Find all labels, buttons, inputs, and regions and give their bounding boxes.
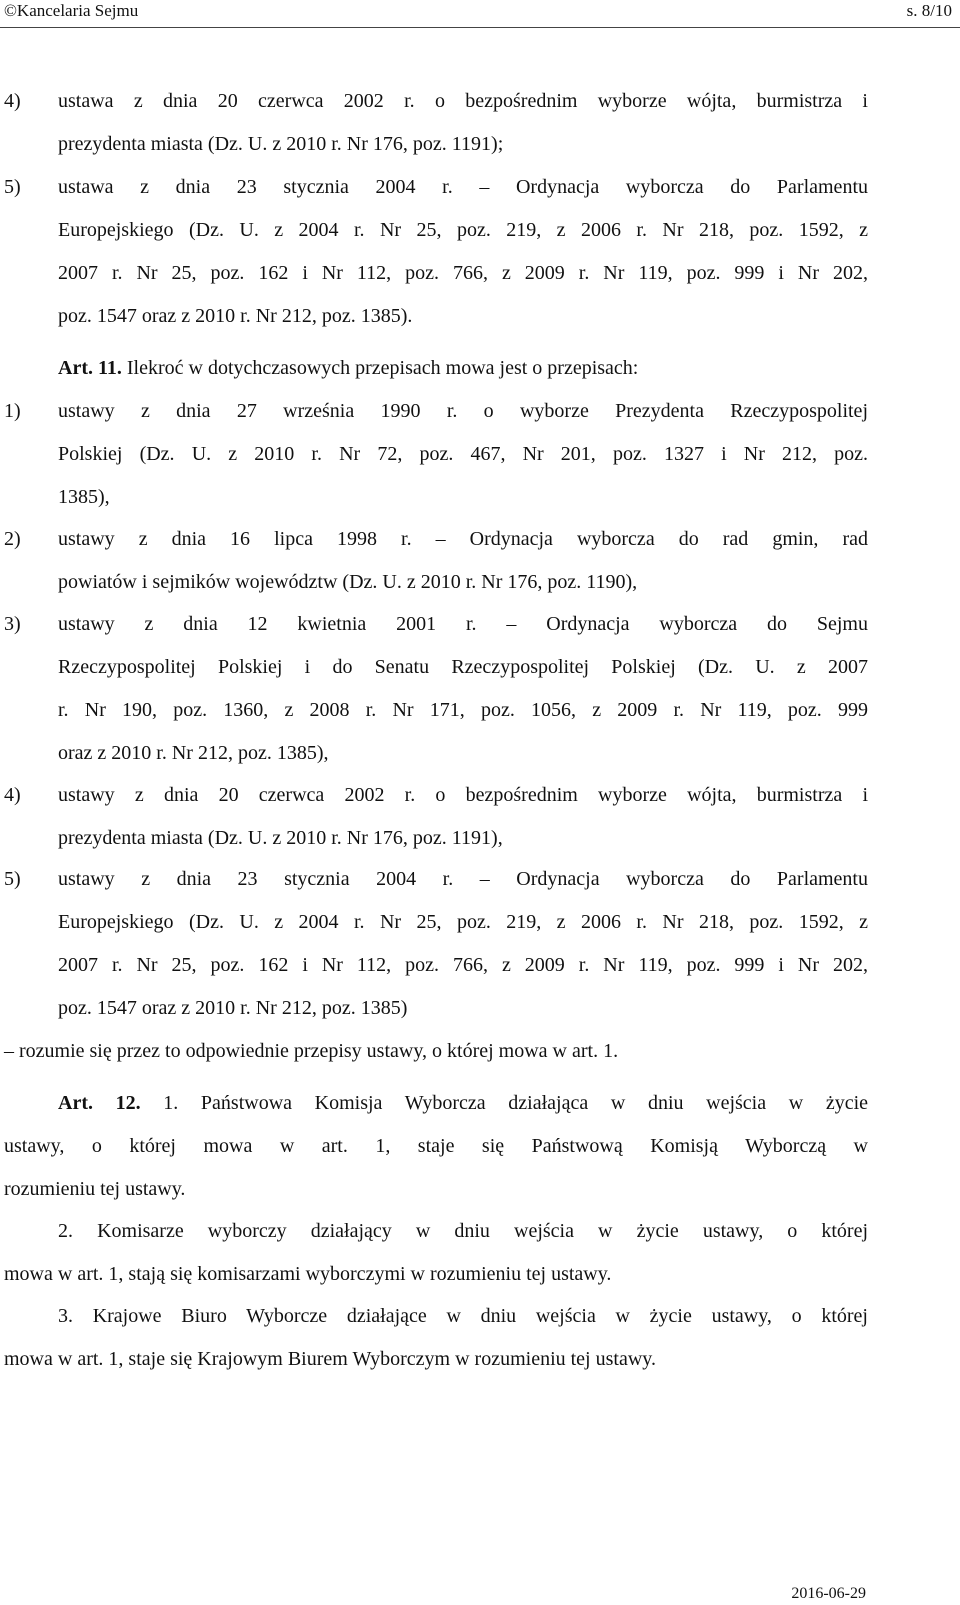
list-text: 1385), xyxy=(58,486,110,508)
page-number: s. 8/10 xyxy=(906,1,952,20)
list-text: ustawy z dnia 23 stycznia 2004 r. – Ordynacja wyborcza do Parlamentu xyxy=(58,868,868,890)
article-12-heading xyxy=(0,1090,960,1116)
list-item-cont xyxy=(0,131,960,157)
closing-text: – rozumie się przez to odpowiednie przepisy ustawy, o której mowa w art. 1. xyxy=(4,1040,619,1062)
list-text: ustawa z dnia 20 czerwca 2002 r. o bezpośrednim wyborze wójta, burmistrza i xyxy=(58,90,868,112)
paragraph-text: mowa w art. 1, staje się Krajowym Biurem Wyborczym w rozumieniu tej ustawy. xyxy=(4,1348,656,1370)
list-number: 1) xyxy=(4,400,21,422)
list-item xyxy=(0,526,960,552)
article-label: Art. 12. xyxy=(58,1092,141,1114)
list-text: 2007 r. Nr 25, poz. 162 i Nr 112, poz. 766, z 2009 r. Nr 119, poz. 999 i Nr 202, xyxy=(58,262,868,284)
paragraph-line xyxy=(0,1133,960,1159)
list-text: oraz z 2010 r. Nr 212, poz. 1385), xyxy=(58,742,329,764)
list-number: 5) xyxy=(4,868,21,890)
list-item-cont xyxy=(0,260,960,286)
header-copyright: ©Kancelaria Sejmu xyxy=(4,1,139,20)
list-number: 4) xyxy=(4,90,21,112)
article-label: Art. 11. xyxy=(58,357,122,379)
article-11-heading xyxy=(0,355,960,381)
list-item xyxy=(0,398,960,424)
paragraph-text: ustawy, o której mowa w art. 1, staje się Państwową Komisją Wyborczą w xyxy=(4,1135,868,1157)
list-text: poz. 1547 oraz z 2010 r. Nr 212, poz. 1385) xyxy=(58,997,408,1019)
paragraph-text: mowa w art. 1, stają się komisarzami wyborczymi w rozumieniu tej ustawy. xyxy=(4,1263,612,1285)
list-text: Polskiej (Dz. U. z 2010 r. Nr 72, poz. 467, Nr 201, poz. 1327 i Nr 212, poz. xyxy=(58,443,868,465)
list-item-cont xyxy=(0,303,960,329)
article-intro: Ilekroć w dotychczasowych przepisach mowa jest o przepisach: xyxy=(126,357,639,379)
list-item-cont xyxy=(0,825,960,851)
paragraph-text: Państwowa Komisja Wyborcza działająca w dniu wejścia w życie xyxy=(200,1092,869,1114)
list-text: Rzeczypospolitej Polskiej i do Senatu Rzeczypospolitej Polskiej (Dz. U. z 2007 xyxy=(58,656,868,678)
footer-date: 2016-06-29 xyxy=(791,1585,866,1602)
list-number: 3) xyxy=(4,613,21,635)
paragraph-number: 1. xyxy=(163,1092,179,1114)
list-text: prezydenta miasta (Dz. U. z 2010 r. Nr 176, poz. 1191), xyxy=(58,827,503,849)
list-number: 4) xyxy=(4,784,21,806)
list-item xyxy=(0,611,960,637)
list-item xyxy=(0,174,960,200)
list-text: ustawy z dnia 27 września 1990 r. o wyborze Prezydenta Rzeczypospolitej xyxy=(58,400,868,422)
list-text: ustawy z dnia 20 czerwca 2002 r. o bezpośrednim wyborze wójta, burmistrza i xyxy=(58,784,868,806)
list-item xyxy=(0,866,960,892)
paragraph-text: 2. Komisarze wyborczy działający w dniu wejścia w życie ustawy, o której xyxy=(58,1220,868,1242)
list-text: prezydenta miasta (Dz. U. z 2010 r. Nr 176, poz. 1191); xyxy=(58,133,504,155)
list-text: powiatów i sejmików województw (Dz. U. z 2010 r. Nr 176, poz. 1190), xyxy=(58,571,638,593)
list-text: poz. 1547 oraz z 2010 r. Nr 212, poz. 1385). xyxy=(58,305,413,327)
paragraph-text: rozumieniu tej ustawy. xyxy=(4,1178,186,1200)
paragraph-text: 3. Krajowe Biuro Wyborcze działające w dniu wejścia w życie ustawy, o której xyxy=(58,1305,868,1327)
list-item xyxy=(0,88,960,114)
list-text: ustawy z dnia 12 kwietnia 2001 r. – Ordynacja wyborcza do Sejmu xyxy=(58,613,868,635)
list-item-cont xyxy=(0,441,960,467)
list-text: 2007 r. Nr 25, poz. 162 i Nr 112, poz. 766, z 2009 r. Nr 119, poz. 999 i Nr 202, xyxy=(58,954,868,976)
list-item xyxy=(0,782,960,808)
list-item-cont xyxy=(0,909,960,935)
article-11-closing xyxy=(0,1038,960,1064)
list-item-cont xyxy=(0,995,960,1021)
list-item-cont xyxy=(0,740,960,766)
paragraph-line xyxy=(0,1218,960,1244)
paragraph-line xyxy=(0,1346,960,1372)
list-item-cont xyxy=(0,697,960,723)
paragraph-line xyxy=(0,1261,960,1287)
list-text: ustawy z dnia 16 lipca 1998 r. – Ordynacja wyborcza do rad gmin, rad xyxy=(58,528,868,550)
list-item-cont xyxy=(0,484,960,510)
list-item-cont xyxy=(0,217,960,243)
list-item-cont xyxy=(0,654,960,680)
list-text: r. Nr 190, poz. 1360, z 2008 r. Nr 171, poz. 1056, z 2009 r. Nr 119, poz. 999 xyxy=(58,699,868,721)
list-number: 5) xyxy=(4,176,21,198)
list-text: Europejskiego (Dz. U. z 2004 r. Nr 25, poz. 219, z 2006 r. Nr 218, poz. 1592, z xyxy=(58,911,868,933)
page-header xyxy=(0,0,960,28)
paragraph-line xyxy=(0,1303,960,1329)
list-text: ustawa z dnia 23 stycznia 2004 r. – Ordynacja wyborcza do Parlamentu xyxy=(58,176,868,198)
list-item-cont xyxy=(0,952,960,978)
list-item-cont xyxy=(0,569,960,595)
list-number: 2) xyxy=(4,528,21,550)
paragraph-line xyxy=(0,1176,960,1202)
list-text: Europejskiego (Dz. U. z 2004 r. Nr 25, poz. 219, z 2006 r. Nr 218, poz. 1592, z xyxy=(58,219,868,241)
